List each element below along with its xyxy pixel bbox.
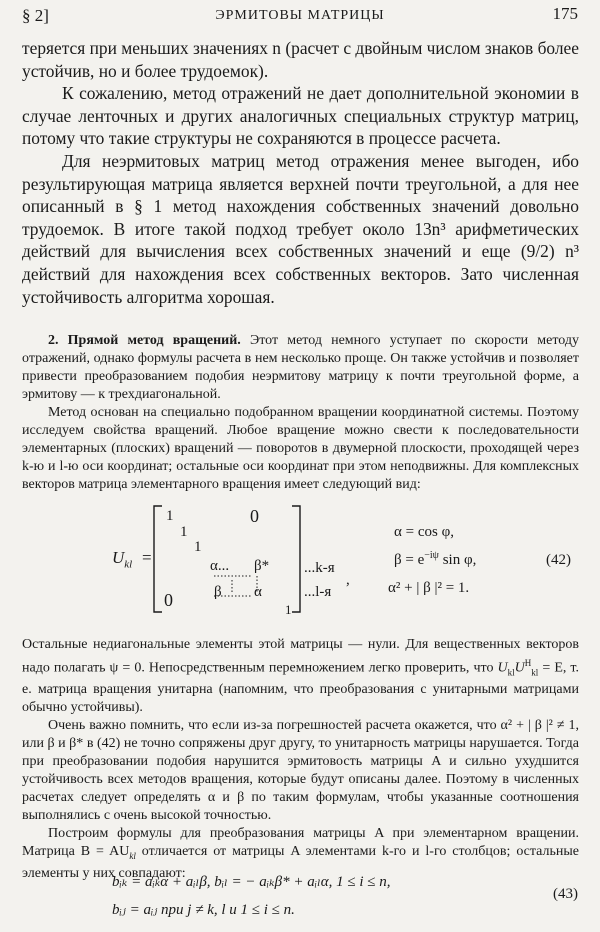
diag-one-2: 1 xyxy=(180,524,188,540)
equals-sign: = xyxy=(142,548,152,567)
beta-star: β* xyxy=(254,558,270,574)
zero-top: 0 xyxy=(250,506,259,526)
large-text-block xyxy=(22,37,579,308)
alpha-top: α... xyxy=(210,558,230,574)
section-2-intro xyxy=(22,332,579,404)
running-title: ЭРМИТОВЫ МАТРИЦЫ xyxy=(215,8,385,23)
paragraph-continued: теряется при меньших значениях n (расчет с двойным числом знаков более устойчив, но и более трудоемок). xyxy=(22,38,579,81)
paragraph-nonhermitian: Для неэрмитовых матриц метод отражения менее выгоден, ибо результирующая матрица является верхней почти треугольной, а для нее описанный в § 1 метод нахождения собственных значений довольно трудоемок. В итоге такой подход требует около 13n³ арифметических действий для вычисления всех собственных значений и еще (9/2) n³ действий для нахождения всех собственных векторов. Зато численная устойчивость алгоритма хорошая. xyxy=(22,150,579,307)
paragraph-rotation-basis: Метод основан на специально подобранном вращении координатной системы. Поэтому исследуем свойства вращений. Любое вращение можно свести к последовательности элементарных (плоских) вращений — поворотов в двумерной плоскости, проходящей через k-ю и l-ю оси координат; остальные оси координат при этом неподвижны. Для комплексных векторов матрица элементарного вращения имеет следующий вид: xyxy=(22,405,579,492)
diag-one-1: 1 xyxy=(166,508,174,524)
formula-43-line1: bᵢₖ = aᵢₖα + aᵢₗβ, bᵢₗ = − aᵢₖβ* + aᵢₗα, 1 ≤ i ≤ n, xyxy=(112,874,391,890)
beta-def: $\beta = e^{-i\psi}$ sin φ, xyxy=(394,550,477,568)
matrix-comma: , xyxy=(346,572,350,588)
paragraph-unitary: Остальные недиагональные элементы этой матрицы — нули. Для вещественных векторов надо полагать ψ = 0. Непосредственным перемножением легко проверить, что $U_{kl}U^H_{kl} = E$, т. е. матрица вращения унитарна (напомним, что преобразования с унитарными матрицами обычно устойчивы). xyxy=(22,637,580,716)
paragraph-construct-formulas: Построим формулы для преобразования матрицы A при элементарном вращении. Матрица $B = AU_{kl}$ отличается от матрицы A элементами k-го и l-го столбцов; остальные элементы у них совпадают: xyxy=(22,826,579,882)
row-k-label: ...k-я xyxy=(304,560,335,576)
paragraph-reflection-economy: К сожалению, метод отражений не дает дополнительной экономии в случае ленточных и других аналогичных специальных структур матриц, потому что такие структуры не сохраняются в процессе расчета. xyxy=(22,83,579,149)
norm-condition: α² + | β |² = 1. xyxy=(388,580,470,596)
section-marker: § 2] xyxy=(22,6,49,25)
zero-bottom: 0 xyxy=(164,590,173,610)
diag-one-3: 1 xyxy=(194,539,202,555)
post-matrix-block xyxy=(22,636,579,883)
section-2-intro-text: Этот метод немного уступает по скорости методу отражений, однако формулы расчета в нем несколько проще. Он также устойчив и позволяет привести преобразованием подобия неэрмитову матрицу к почти треугольной форме, а эрмитову — к трехдиагональной. xyxy=(22,333,580,402)
page-number: 175 xyxy=(552,4,578,23)
formula-43-line2: bᵢⱼ = aᵢⱼ при j ≠ k, l и 1 ≤ i ≤ n. xyxy=(112,902,295,918)
section-heading: 2. Прямой метод вращений. xyxy=(48,333,241,348)
equation-number-43: (43) xyxy=(553,886,578,902)
diag-one-4: 1 xyxy=(285,602,292,617)
alpha-bottom: α xyxy=(254,584,262,600)
matrix-lhs: $U_{kl}$ xyxy=(112,548,133,571)
paragraph-roundoff: Очень важно помнить, что если из-за погрешностей расчета окажется, что α² + | β |² ≠ 1, или β и β* в (42) не точно сопряжены друг другу, то унитарность матрицы нарушается. Тогда при преобразовании подобия нарушится эрмитовость матрицы A и сильно ухудшится устойчивость всех методов вращения, которые будут описаны далее. Поэтому в численных расчетах следует определять α и β по таким формулам, чтобы указанные соотношения выполнялись с очень высокой точностью. xyxy=(22,718,579,824)
section-2-block xyxy=(22,332,579,494)
equation-number-42: (42) xyxy=(546,552,571,568)
matrix-equation-42 xyxy=(0,496,600,624)
beta: β xyxy=(214,584,222,600)
row-l-label: ...l-я xyxy=(304,584,332,600)
alpha-def: α = cos φ, xyxy=(394,524,454,540)
